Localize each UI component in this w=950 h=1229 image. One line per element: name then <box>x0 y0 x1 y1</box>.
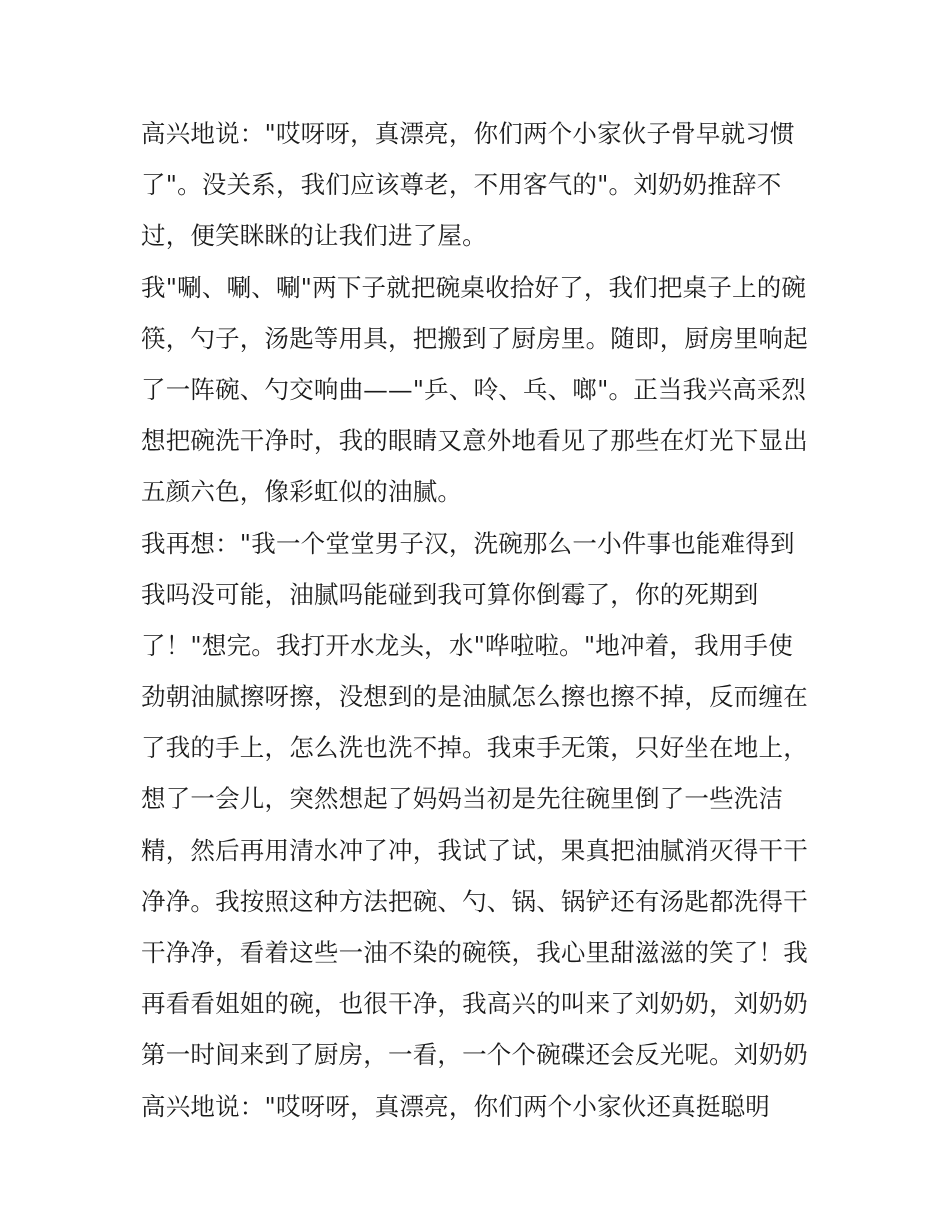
text-line: 了我的手上，怎么洗也洗不掉。我束手无策，只好坐在地上， <box>141 733 808 763</box>
text-line: 了！"想完。我打开水龙头，水"哗啦啦。"地冲着，我用手使 <box>141 630 793 660</box>
text-line: 我再想："我一个堂堂男子汉，洗碗那么一小件事也能难得到 <box>141 528 795 558</box>
text-line: 再看看姐姐的碗，也很干净，我高兴的叫来了刘奶奶，刘奶奶 <box>141 989 808 1019</box>
text-line: 五颜六色，像彩虹似的油腻。 <box>141 477 463 507</box>
text-line: 第一时间来到了厨房，一看，一个个碗碟还会反光呢。刘奶奶 <box>141 1040 808 1070</box>
text-line: 筷，勺子，汤匙等用具，把搬到了厨房里。随即，厨房里响起 <box>141 323 808 353</box>
text-line: 过，便笑眯眯的让我们进了屋。 <box>141 221 487 251</box>
text-line: 想把碗洗干净时，我的眼睛又意外地看见了那些在灯光下显出 <box>141 426 808 456</box>
text-line: 干净净，看着这些一油不染的碗筷，我心里甜滋滋的笑了！我 <box>141 938 808 967</box>
text-line: 了一阵碗、勺交响曲——"乒、呤、乓、啷"。正当我兴高采烈 <box>141 374 807 404</box>
text-line: 想了一会儿，突然想起了妈妈当初是先往碗里倒了一些洗洁 <box>141 784 784 814</box>
text-line: 精，然后再用清水冲了冲，我试了试，果真把油腻消灭得干干 <box>141 835 808 865</box>
text-line: 净净。我按照这种方法把碗、勺、锅、锅铲还有汤匙都洗得干 <box>141 886 808 916</box>
text-line: 高兴地说："哎呀呀，真漂亮，你们两个小家伙子骨早就习惯 <box>141 119 795 148</box>
text-line: 高兴地说："哎呀呀，真漂亮，你们两个小家伙还真挺聪明 <box>141 1091 770 1121</box>
text-line: 劲朝油腻擦呀擦，没想到的是油腻怎么擦也擦不掉，反而缠在 <box>141 682 808 712</box>
text-line: 了"。没关系，我们应该尊老，不用客气的"。刘奶奶推辞不 <box>141 170 782 200</box>
text-line: 我"唰、唰、唰"两下子就把碗桌收拾好了，我们把桌子上的碗 <box>141 272 807 302</box>
body-text <box>141 108 831 1132</box>
text-line: 我吗没可能，油腻吗能碰到我可算你倒霉了，你的死期到 <box>141 579 759 609</box>
